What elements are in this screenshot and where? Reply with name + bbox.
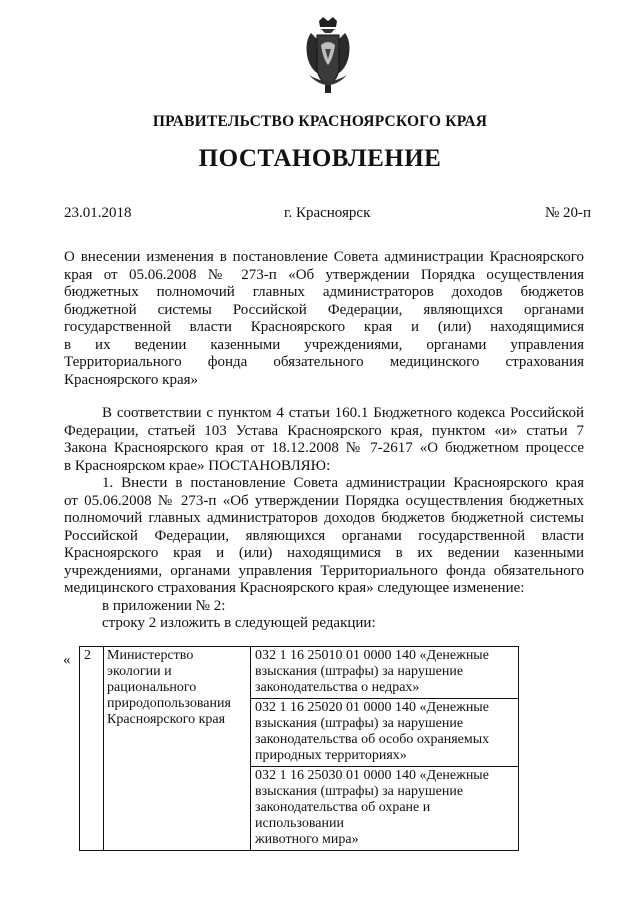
title-line: края от 05.06.2008 № 273-п «Об утверждении Порядка осуществления <box>64 266 584 283</box>
code-line: животного мира» <box>255 832 359 847</box>
code-line: взыскания (штрафы) за нарушение <box>255 716 464 731</box>
code-line: 032 1 16 25030 01 0000 140 «Денежные <box>255 768 489 783</box>
body-line: строку 2 изложить в следующей редакции: <box>102 615 376 631</box>
ministry-line: экологии и <box>107 664 172 679</box>
document-title <box>64 249 584 389</box>
body-line: Закона Красноярского края от 18.12.2008 № 7-2617 «О бюджетном процессе <box>64 440 584 456</box>
income-code-cell <box>251 699 519 767</box>
ministry-line: природопользования <box>107 696 231 711</box>
amendment-table <box>79 646 519 851</box>
code-line: взыскания (штрафы) за нарушение <box>255 784 464 799</box>
income-code-cell <box>251 647 519 699</box>
code-line: природных территориях» <box>255 748 407 763</box>
code-line: законодательства об особо охраняемых <box>255 732 490 747</box>
document-date: 23.01.2018 <box>64 205 132 221</box>
coat-of-arms-emblem <box>301 15 355 95</box>
code-line: 032 1 16 25020 01 0000 140 «Денежные <box>255 700 489 715</box>
body-line: Федерации, статьей 103 Устава Красноярского края, пунктом «и» статьи 7 <box>64 422 584 439</box>
body-line: Российской Федерации, являющихся органами государственной власти <box>64 527 584 544</box>
body-line: Красноярского края и (или) находящимися в их ведении казенными <box>64 545 584 561</box>
title-line: бюджетной системы Российской Федерации, являющихся органами <box>64 301 584 318</box>
ministry-line: Министерство <box>107 648 194 663</box>
title-line: Красноярского края» <box>64 371 199 388</box>
document-body <box>64 405 584 633</box>
title-line: бюджетных полномочий главных администраторов доходов бюджетов <box>64 284 584 300</box>
body-line: учреждениями, органами управления Территориального фонда обязательного <box>64 562 584 579</box>
table-row <box>80 647 519 699</box>
document-type: ПОСТАНОВЛЕНИЕ <box>198 145 442 172</box>
ministry-line: рационального <box>107 680 197 695</box>
code-line: законодательства об охране и использовании <box>255 800 431 831</box>
document-city: г. Красноярск <box>284 205 371 221</box>
row-number-cell: 2 <box>80 647 104 851</box>
title-line: государственной власти Красноярского края и (или) находящимися <box>64 319 584 335</box>
body-line: 1. Внести в постановление Совета администрации Красноярского края <box>102 475 584 491</box>
body-line: в приложении № 2: <box>102 597 226 614</box>
title-line: О внесении изменения в постановление Совета администрации Красноярского <box>64 249 584 265</box>
title-line: в их ведении казенными учреждениями, органами управления <box>64 336 584 353</box>
ministry-line: Красноярского края <box>107 712 226 727</box>
income-code-cell <box>251 767 519 851</box>
title-line: Территориального фонда обязательного медицинского страхования <box>64 354 584 370</box>
body-line: от 05.06.2008 № 273-п «Об утверждении Порядка осуществления бюджетных <box>64 492 584 509</box>
code-line: 032 1 16 25010 01 0000 140 «Денежные <box>255 648 489 663</box>
opening-quote: « <box>63 652 71 668</box>
organization-name: ПРАВИТЕЛЬСТВО КРАСНОЯРСКОГО КРАЯ <box>152 113 488 130</box>
code-line: законодательства о недрах» <box>255 680 420 695</box>
body-line: медицинского страхования Красноярского края» следующее изменение: <box>64 580 525 596</box>
body-line: В соответствии с пунктом 4 статьи 160.1 Бюджетного кодекса Российской <box>102 405 584 421</box>
code-line: взыскания (штрафы) за нарушение <box>255 664 464 679</box>
body-line: в Красноярском крае» ПОСТАНОВЛЯЮ: <box>64 457 331 474</box>
body-line: полномочий главных администраторов доходов бюджетов бюджетной системы <box>64 510 584 526</box>
ministry-cell <box>104 647 251 851</box>
document-number: № 20-п <box>545 205 592 221</box>
